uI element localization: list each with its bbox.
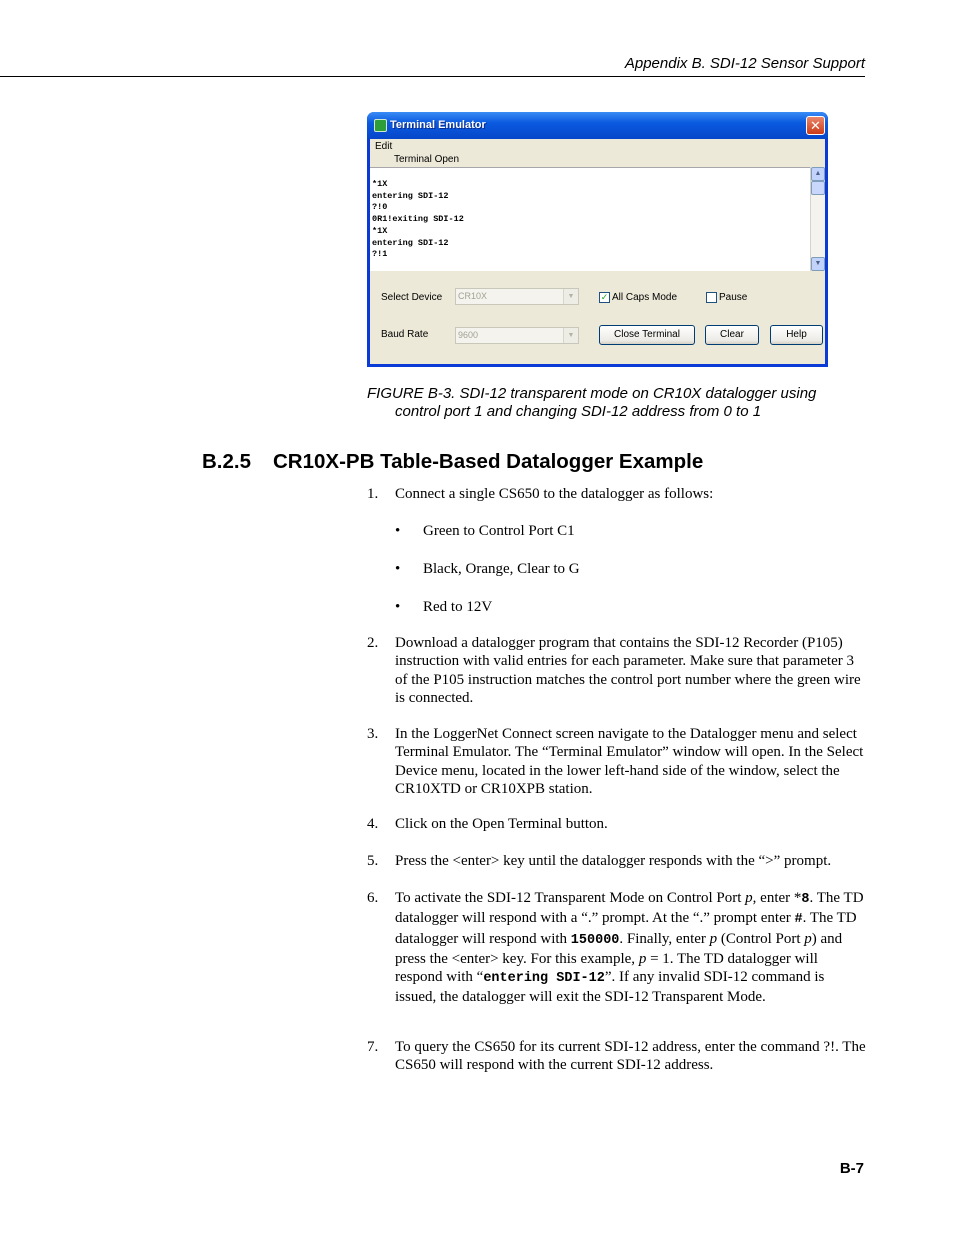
app-icon	[374, 119, 387, 132]
terminal-open-status: Terminal Open	[394, 154, 460, 165]
step-number: 6.	[367, 890, 379, 906]
inline-code: #	[794, 912, 803, 928]
pause-label: Pause	[719, 292, 748, 303]
caption-line-2: control port 1 and changing SDI-12 address from 0 to 1	[395, 403, 762, 420]
close-button[interactable]	[806, 116, 825, 135]
baud-rate-dropdown[interactable]	[455, 327, 579, 344]
step-3	[367, 725, 867, 798]
inline-code: 150000	[570, 932, 620, 948]
terminal-output[interactable]	[370, 167, 810, 271]
terminal-line: ?!1	[372, 249, 388, 260]
scroll-thumb[interactable]	[811, 181, 825, 195]
select-device-value: CR10X	[458, 291, 488, 301]
bullet-text: Red to 12V	[423, 599, 493, 615]
clear-button[interactable]: Clear	[705, 325, 759, 345]
chevron-up-icon: ▲	[814, 170, 822, 177]
step-6	[367, 889, 867, 1007]
step-number: 2.	[367, 635, 379, 651]
step-text: In the LoggerNet Connect screen navigate to the Datalogger menu and select Terminal Emulator. The “Terminal Emulator” window will open. In the Select Device menu, located in the lower left-hand side of the window, select the CR10XTD or CR10XPB station.	[395, 726, 864, 797]
figure-caption	[367, 385, 867, 421]
step-text: To query the CS650 for its current SDI-12 address, enter the command ?!. The CS650 will respond with the current SDI-12 address.	[395, 1039, 866, 1074]
pause-checkbox[interactable]	[706, 292, 717, 303]
inline-code: entering SDI-12	[483, 971, 605, 987]
baud-rate-label: Baud Rate	[381, 329, 429, 340]
terminal-line: *1X	[372, 225, 388, 236]
help-button[interactable]: Help	[770, 325, 823, 345]
select-device-label: Select Device	[381, 292, 443, 303]
step-text: Press the <enter> key until the datalogger responds with the “>” prompt.	[395, 853, 832, 869]
inline-code: 8	[801, 892, 810, 907]
scroll-down-button[interactable]	[811, 257, 825, 271]
terminal-line: 0R1!exiting SDI-12	[372, 214, 464, 225]
step-number: 7.	[367, 1039, 379, 1055]
list-item	[395, 598, 492, 616]
bullet-icon: •	[395, 561, 401, 577]
check-icon: ✓	[600, 292, 609, 302]
terminal-line: ?!0	[372, 202, 388, 213]
step-text: To activate the SDI-12 Transparent Mode on Control Port p, enter *8. The TD datalogger will respond with a “.” prompt. At the “.” prompt enter #. The TD datalogger will respond with 150000. Finally, enter p (Control Port p) and press the <enter> key. For this example, p = 1. The TD datalogger will respond with “entering SDI-12”. If any invalid SDI-12 command is issued, the datalogger will exit the SDI-12 Transparent Mode.	[395, 890, 864, 1006]
bullet-icon: •	[395, 599, 401, 615]
close-terminal-button[interactable]: Close Terminal	[599, 325, 695, 345]
caption-line-1: FIGURE B-3. SDI-12 transparent mode on CR10X datalogger using	[367, 385, 817, 402]
select-device-dropdown[interactable]	[455, 288, 579, 305]
section-number: B.2.5	[202, 450, 251, 473]
window-titlebar[interactable]	[367, 112, 828, 139]
close-icon: ✕	[810, 118, 821, 133]
list-item	[395, 522, 575, 540]
all-caps-checkbox[interactable]	[599, 292, 610, 303]
step-text: Download a datalogger program that contains the SDI-12 Recorder (P105) instruction with valid entries for each parameter. Make sure that parameter 3 of the P105 instruction matches the control port number where the green wire is connected.	[395, 635, 861, 706]
chevron-down-icon: ▼	[563, 289, 578, 304]
step-2	[367, 634, 867, 707]
step-number: 5.	[367, 853, 379, 869]
step-number: 4.	[367, 816, 379, 832]
step-number: 1.	[367, 486, 379, 502]
header-rule	[0, 76, 865, 77]
section-heading	[202, 450, 703, 474]
window-title: Terminal Emulator	[390, 119, 486, 131]
bullet-text: Black, Orange, Clear to G	[423, 561, 580, 577]
window-client-area	[370, 139, 825, 364]
terminal-lines	[372, 179, 464, 261]
step-number: 3.	[367, 726, 379, 742]
step-1	[367, 485, 867, 503]
vertical-scrollbar[interactable]	[810, 167, 825, 271]
list-item	[395, 560, 580, 578]
bullet-text: Green to Control Port C1	[423, 523, 575, 539]
step-text: Connect a single CS650 to the datalogger as follows:	[395, 486, 714, 502]
all-caps-label: All Caps Mode	[612, 292, 678, 303]
bullet-icon: •	[395, 523, 401, 539]
scroll-up-button[interactable]	[811, 167, 825, 181]
chevron-down-icon: ▼	[563, 328, 578, 343]
step-7	[367, 1038, 867, 1075]
step-4	[367, 815, 867, 833]
chevron-down-icon: ▼	[814, 260, 822, 267]
step-text: Click on the Open Terminal button.	[395, 816, 608, 832]
section-title: CR10X-PB Table-Based Datalogger Example	[273, 450, 704, 473]
page-number: B-7	[839, 1160, 864, 1177]
terminal-emulator-window	[367, 112, 828, 367]
terminal-line: entering SDI-12	[372, 237, 449, 248]
baud-rate-value: 9600	[458, 330, 479, 340]
terminal-line: entering SDI-12	[372, 190, 449, 201]
menu-edit[interactable]: Edit	[375, 141, 393, 152]
terminal-line: *1X	[372, 179, 388, 189]
running-header: Appendix B. SDI-12 Sensor Support	[624, 55, 865, 72]
step-5	[367, 852, 867, 870]
